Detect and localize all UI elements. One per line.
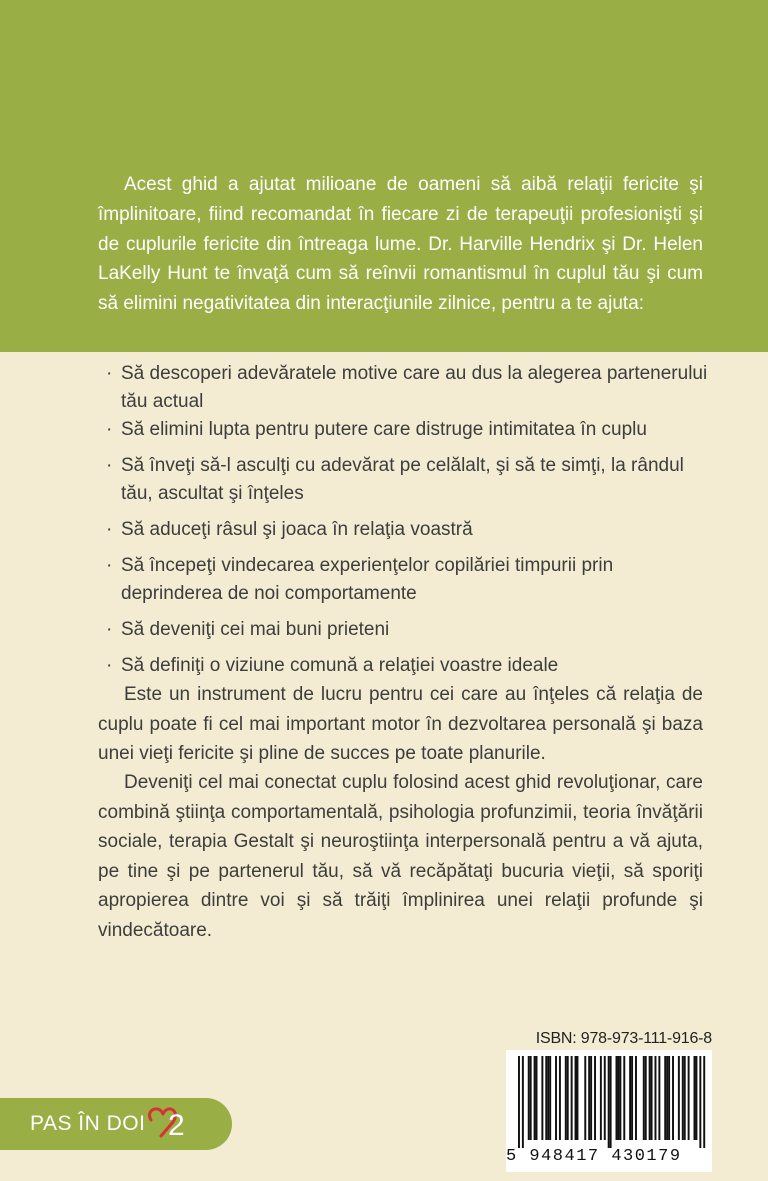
barcode-bar xyxy=(658,1056,660,1140)
logo-mark-digit: 2 xyxy=(168,1109,186,1142)
barcode-bar xyxy=(703,1056,705,1148)
barcode-bar xyxy=(649,1056,651,1140)
benefits-list xyxy=(104,360,710,680)
barcode-bar xyxy=(672,1056,674,1140)
barcode-bar xyxy=(688,1056,690,1140)
barcode-bar xyxy=(631,1056,633,1140)
barcode-bar xyxy=(617,1056,619,1140)
barcode-bar xyxy=(664,1056,666,1140)
barcode-bar xyxy=(534,1056,536,1140)
barcode-bar xyxy=(577,1056,579,1140)
barcode-bar xyxy=(522,1056,524,1148)
heart-two-icon xyxy=(147,1102,191,1142)
barcode-bar xyxy=(616,1056,618,1140)
barcode-bar xyxy=(651,1056,653,1140)
barcode-bar xyxy=(518,1056,520,1148)
barcode-bar xyxy=(600,1056,602,1140)
barcode-bar xyxy=(549,1056,551,1140)
list-item: · Să elimini lupta pentru putere care distruge intimitatea în cuplu xyxy=(104,416,710,444)
barcode-bar xyxy=(694,1056,696,1140)
publisher-name: PAS ÎN DOI xyxy=(30,1112,146,1135)
list-item: · Să definiţi o viziune comună a relaţiei voastre ideale xyxy=(104,652,710,680)
barcode-bar xyxy=(668,1056,670,1140)
barcode-bar xyxy=(565,1056,567,1140)
barcode-bar xyxy=(575,1056,577,1140)
barcode-bar xyxy=(594,1056,596,1140)
barcode-bar xyxy=(584,1056,586,1140)
publisher-logo xyxy=(0,1098,232,1150)
list-item: · Să deveniţi cei mai buni prieteni xyxy=(104,616,710,644)
barcode-bar xyxy=(619,1056,621,1140)
barcode-bar xyxy=(645,1056,647,1140)
list-item: · Să începeţi vindecarea experienţelor copilăriei timpurii prin deprinderea de noi comportamente xyxy=(104,552,710,608)
barcode-bar xyxy=(604,1056,606,1140)
isbn-label: ISBN: 978-973-111-916-8 xyxy=(535,1030,712,1047)
barcode-bar xyxy=(629,1056,631,1140)
barcode-bar xyxy=(541,1056,543,1140)
barcode-bar xyxy=(571,1056,573,1140)
body-paragraph-1: Este un instrument de lucru pentru cei care au înţeles că relaţia de cuplu poate fi cel mai important motor în dezvoltarea personală şi baza unei vieţi fericite şi pline de succes pe toate planurile. xyxy=(98,684,703,765)
barcode-bar xyxy=(547,1056,549,1140)
barcode-bar xyxy=(536,1056,538,1140)
list-item: · Să aduceţi râsul şi joaca în relaţia voastră xyxy=(104,516,710,544)
barcode-bar xyxy=(559,1056,561,1140)
barcode-bar xyxy=(530,1056,532,1140)
barcode-bar xyxy=(590,1056,592,1140)
barcode-bar xyxy=(643,1056,645,1140)
barcode-bar xyxy=(684,1056,686,1140)
barcode-bar xyxy=(635,1056,637,1140)
barcode-bar xyxy=(610,1056,612,1148)
barcode-bar xyxy=(545,1056,547,1140)
barcode-bar xyxy=(567,1056,569,1140)
barcode-bar xyxy=(695,1056,697,1140)
barcode-bars xyxy=(506,1050,712,1148)
barcode-bar xyxy=(666,1056,668,1140)
intro-paragraph: Acest ghid a ajutat milioane de oameni să aibă relaţii fericite şi împlinitoare, fiind recomandat în fiecare zi de terapeuţii profesionişti şi de cuplurile fericite din întreaga lume. Dr. Harville Hendrix şi Dr. Helen LaKelly Hunt te învaţă cum să reînvii romantismul în cuplul tău şi cum să elimini negativitatea din interacţiunile zilnice, pentru a te ajuta: xyxy=(98,174,703,315)
body-paragraph-2: Deveniţi cel mai conectat cuplu folosind acest ghid revoluţionar, care combină ştiinţa comportamentală, psihologia profunzimii, teoria învăţării sociale, terapia Gestalt şi neuroştiinţa interpersonală pentru a vă ajuta, pe tine şi pe partenerul tău, să vă recăpătaţi bucuria vieţii, să sporiţi apropierea dintre voi şi să trăiţi împlinirea unei relaţii profunde şi vindecătoare. xyxy=(98,772,703,941)
barcode xyxy=(506,1050,712,1172)
barcode-bar xyxy=(608,1056,610,1148)
list-item: · Să înveţi să-l asculţi cu adevărat pe celălalt, şi să te simţi, la rândul tău, ascultat şi înţeles xyxy=(104,452,710,508)
barcode-bar xyxy=(699,1056,701,1148)
barcode-digits: 5 948417 430179 xyxy=(506,1147,682,1166)
barcode-bar xyxy=(588,1056,590,1140)
list-item: · Să descoperi adevăratele motive care au dus la alegerea partenerului tău actual xyxy=(104,360,710,416)
barcode-bar xyxy=(623,1056,625,1140)
barcode-bar xyxy=(655,1056,657,1140)
barcode-block xyxy=(506,1030,712,1172)
barcode-bar xyxy=(678,1056,680,1140)
barcode-bar xyxy=(555,1056,557,1140)
barcode-bar xyxy=(528,1056,530,1140)
barcode-bar xyxy=(682,1056,684,1140)
